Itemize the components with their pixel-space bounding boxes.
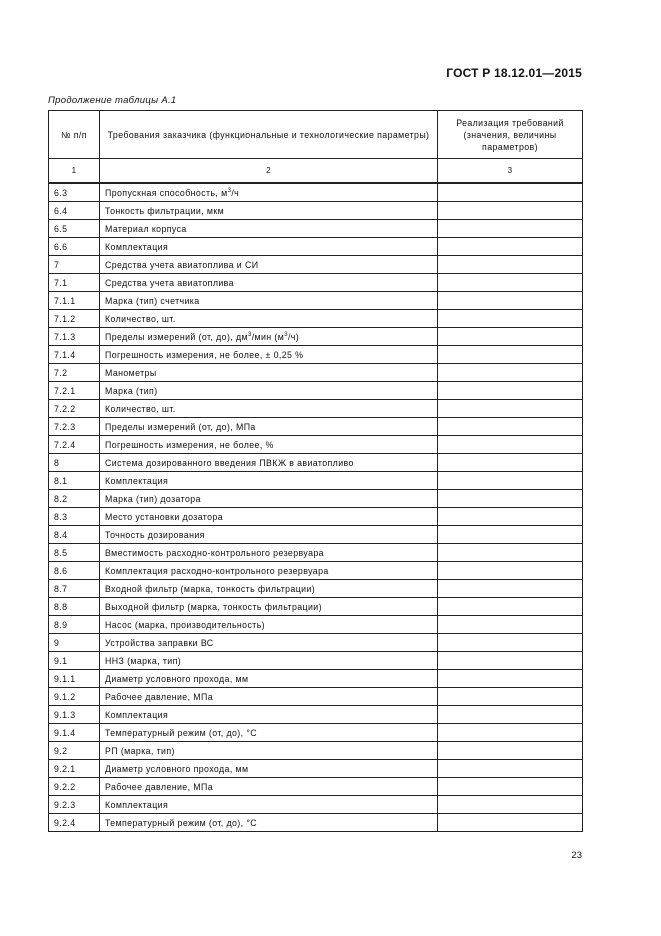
row-implementation-value <box>438 796 583 814</box>
row-requirement <box>100 274 438 292</box>
row-implementation-value <box>438 526 583 544</box>
requirement-text: Комплектация расходно-контрольного резервуара <box>105 565 329 576</box>
table-row <box>49 202 583 220</box>
row-implementation-value <box>438 778 583 796</box>
row-implementation-value <box>438 238 583 256</box>
requirement-text: Комплектация <box>105 241 169 252</box>
table-row <box>49 490 583 508</box>
table-body <box>49 183 583 832</box>
requirement-text: Средства учета авиатоплива и СИ <box>105 259 259 270</box>
row-requirement <box>100 688 438 706</box>
table-row <box>49 274 583 292</box>
table-row <box>49 598 583 616</box>
row-requirement <box>100 544 438 562</box>
row-number: 6.3 <box>49 183 100 202</box>
requirement-text: Пределы измерений (от, до), дм <box>105 331 248 342</box>
requirement-text: /ч <box>231 187 240 198</box>
table-row <box>49 292 583 310</box>
table-row <box>49 418 583 436</box>
row-requirement <box>100 256 438 274</box>
requirement-text: Вместимость расходно-контрольного резервуара <box>105 547 324 558</box>
column-header-requirements: Требования заказчика (функциональные и технологические параметры) <box>100 111 438 159</box>
row-requirement <box>100 183 438 202</box>
row-number: 8.2 <box>49 490 100 508</box>
requirement-text: /мин (м <box>251 331 285 342</box>
table-row <box>49 562 583 580</box>
table-row <box>49 670 583 688</box>
table-row <box>49 580 583 598</box>
table-row <box>49 814 583 832</box>
requirement-text: Комплектация <box>105 799 169 810</box>
requirement-text: Пределы измерений (от, до), МПа <box>105 421 256 432</box>
row-number: 9.1 <box>49 652 100 670</box>
row-number: 9.2.4 <box>49 814 100 832</box>
requirement-text: Устройства заправки ВС <box>105 637 214 648</box>
page-number: 23 <box>571 850 582 861</box>
row-implementation-value <box>438 382 583 400</box>
table-header-row <box>49 111 583 159</box>
requirement-text: Рабочее давление, МПа <box>105 691 214 702</box>
requirement-text: /ч) <box>287 331 300 342</box>
row-number: 9.2.1 <box>49 760 100 778</box>
column-header-implementation: Реализация требований (значения, величины параметров) <box>438 111 583 159</box>
row-requirement <box>100 400 438 418</box>
row-requirement <box>100 220 438 238</box>
row-number: 9.2.2 <box>49 778 100 796</box>
requirement-text: Погрешность измерения, не более, ± 0,25 % <box>105 349 304 360</box>
table-row <box>49 778 583 796</box>
row-requirement <box>100 562 438 580</box>
row-number: 7.2.3 <box>49 418 100 436</box>
row-number: 7.2.1 <box>49 382 100 400</box>
table-row <box>49 310 583 328</box>
table-row <box>49 742 583 760</box>
row-number: 6.4 <box>49 202 100 220</box>
row-implementation-value <box>438 454 583 472</box>
document-code: ГОСТ Р 18.12.01—2015 <box>446 66 582 80</box>
row-requirement <box>100 454 438 472</box>
table-row <box>49 760 583 778</box>
row-number: 7.1 <box>49 274 100 292</box>
row-implementation-value <box>438 310 583 328</box>
row-number: 7.2.2 <box>49 400 100 418</box>
requirement-text: Температурный режим (от, до), °С <box>105 817 257 828</box>
requirement-text: Температурный режим (от, до), °С <box>105 727 257 738</box>
row-number: 9.1.3 <box>49 706 100 724</box>
table-row <box>49 616 583 634</box>
table-row <box>49 724 583 742</box>
row-implementation-value <box>438 220 583 238</box>
column-number-2: 2 <box>100 159 438 184</box>
column-header-number: № п/п <box>49 111 100 159</box>
table-row <box>49 400 583 418</box>
requirement-text: Количество, шт. <box>105 313 176 324</box>
row-implementation-value <box>438 418 583 436</box>
table-row <box>49 183 583 202</box>
requirement-text: Диаметр условного прохода, мм <box>105 763 249 774</box>
row-implementation-value <box>438 508 583 526</box>
row-number: 8.1 <box>49 472 100 490</box>
table-row <box>49 346 583 364</box>
row-number: 7.2 <box>49 364 100 382</box>
row-implementation-value <box>438 544 583 562</box>
table-row <box>49 364 583 382</box>
row-requirement <box>100 616 438 634</box>
row-implementation-value <box>438 706 583 724</box>
superscript: 3 <box>284 331 288 338</box>
row-implementation-value <box>438 364 583 382</box>
row-requirement <box>100 724 438 742</box>
requirements-table <box>48 110 583 832</box>
table-row <box>49 382 583 400</box>
row-number: 9 <box>49 634 100 652</box>
requirement-text: Комплектация <box>105 709 169 720</box>
requirement-text: Диаметр условного прохода, мм <box>105 673 249 684</box>
column-number-1: 1 <box>49 159 100 184</box>
row-requirement <box>100 742 438 760</box>
row-number: 9.1.4 <box>49 724 100 742</box>
row-number: 6.5 <box>49 220 100 238</box>
requirement-text: Пропускная способность, м <box>105 187 228 198</box>
requirement-text: РП (марка, тип) <box>105 745 175 756</box>
row-number: 7.1.3 <box>49 328 100 346</box>
table-row <box>49 238 583 256</box>
row-requirement <box>100 634 438 652</box>
row-requirement <box>100 490 438 508</box>
requirement-text: Место установки дозатора <box>105 511 224 522</box>
row-number: 8.9 <box>49 616 100 634</box>
requirement-text: Входной фильтр (марка, тонкость фильтрации) <box>105 583 316 594</box>
row-number: 9.2 <box>49 742 100 760</box>
requirement-text: Манометры <box>105 367 157 378</box>
table-row <box>49 706 583 724</box>
row-requirement <box>100 328 438 346</box>
row-requirement <box>100 382 438 400</box>
row-implementation-value <box>438 292 583 310</box>
row-number: 6.6 <box>49 238 100 256</box>
row-implementation-value <box>438 472 583 490</box>
table-row <box>49 652 583 670</box>
requirement-text: Погрешность измерения, не более, % <box>105 439 274 450</box>
requirement-text: Марка (тип) дозатора <box>105 493 201 504</box>
row-implementation-value <box>438 598 583 616</box>
requirement-text: ННЗ (марка, тип) <box>105 655 182 666</box>
row-requirement <box>100 418 438 436</box>
row-number: 8.5 <box>49 544 100 562</box>
row-number: 8.8 <box>49 598 100 616</box>
row-implementation-value <box>438 580 583 598</box>
row-implementation-value <box>438 328 583 346</box>
table-row <box>49 634 583 652</box>
row-implementation-value <box>438 814 583 832</box>
requirement-text: Насос (марка, производительность) <box>105 619 266 630</box>
row-requirement <box>100 238 438 256</box>
superscript: 3 <box>247 331 252 338</box>
requirement-text: Марка (тип) <box>105 385 158 396</box>
row-requirement <box>100 472 438 490</box>
requirement-text: Материал корпуса <box>105 223 187 234</box>
row-number: 9.1.2 <box>49 688 100 706</box>
row-number: 7.1.4 <box>49 346 100 364</box>
row-implementation-value <box>438 760 583 778</box>
row-number: 7 <box>49 256 100 274</box>
row-requirement <box>100 778 438 796</box>
requirement-text: Средства учета авиатоплива <box>105 277 234 288</box>
row-requirement <box>100 364 438 382</box>
table-row <box>49 454 583 472</box>
row-implementation-value <box>438 688 583 706</box>
row-number: 8 <box>49 454 100 472</box>
requirement-text: Система дозированного введения ПВКЖ в авиатопливо <box>105 457 354 468</box>
row-number: 8.6 <box>49 562 100 580</box>
requirement-text: Марка (тип) счетчика <box>105 295 200 306</box>
table-row <box>49 436 583 454</box>
row-implementation-value <box>438 400 583 418</box>
row-implementation-value <box>438 670 583 688</box>
row-requirement <box>100 508 438 526</box>
row-number: 7.2.4 <box>49 436 100 454</box>
row-requirement <box>100 346 438 364</box>
row-implementation-value <box>438 724 583 742</box>
row-requirement <box>100 310 438 328</box>
table-row <box>49 688 583 706</box>
row-implementation-value <box>438 346 583 364</box>
row-implementation-value <box>438 652 583 670</box>
row-number: 7.1.1 <box>49 292 100 310</box>
row-requirement <box>100 652 438 670</box>
requirement-text: Выходной фильтр (марка, тонкость фильтрации) <box>105 601 322 612</box>
column-number-3: 3 <box>438 159 583 184</box>
row-requirement <box>100 526 438 544</box>
table-row <box>49 544 583 562</box>
row-requirement <box>100 202 438 220</box>
row-requirement <box>100 706 438 724</box>
row-implementation-value <box>438 202 583 220</box>
table-row <box>49 220 583 238</box>
row-requirement <box>100 670 438 688</box>
row-requirement <box>100 580 438 598</box>
table-row <box>49 256 583 274</box>
table-row <box>49 508 583 526</box>
row-requirement <box>100 814 438 832</box>
row-number: 9.2.3 <box>49 796 100 814</box>
row-requirement <box>100 760 438 778</box>
row-implementation-value <box>438 634 583 652</box>
row-number: 7.1.2 <box>49 310 100 328</box>
row-implementation-value <box>438 562 583 580</box>
table-caption: Продолжение таблицы А.1 <box>48 95 177 106</box>
row-requirement <box>100 598 438 616</box>
requirement-text: Комплектация <box>105 475 169 486</box>
row-requirement <box>100 796 438 814</box>
superscript: 3 <box>227 187 232 194</box>
row-implementation-value <box>438 616 583 634</box>
row-requirement <box>100 436 438 454</box>
requirement-text: Тонкость фильтрации, мкм <box>105 205 225 216</box>
row-implementation-value <box>438 490 583 508</box>
table-row <box>49 796 583 814</box>
row-implementation-value <box>438 436 583 454</box>
row-requirement <box>100 292 438 310</box>
table-row <box>49 526 583 544</box>
table-row <box>49 328 583 346</box>
row-number: 9.1.1 <box>49 670 100 688</box>
row-implementation-value <box>438 742 583 760</box>
table-row <box>49 472 583 490</box>
row-number: 8.3 <box>49 508 100 526</box>
row-implementation-value <box>438 256 583 274</box>
requirement-text: Количество, шт. <box>105 403 176 414</box>
row-number: 8.4 <box>49 526 100 544</box>
row-implementation-value <box>438 274 583 292</box>
column-numbers-row <box>49 159 583 184</box>
row-number: 8.7 <box>49 580 100 598</box>
row-implementation-value <box>438 183 583 202</box>
requirement-text: Рабочее давление, МПа <box>105 781 214 792</box>
requirement-text: Точность дозирования <box>105 529 205 540</box>
